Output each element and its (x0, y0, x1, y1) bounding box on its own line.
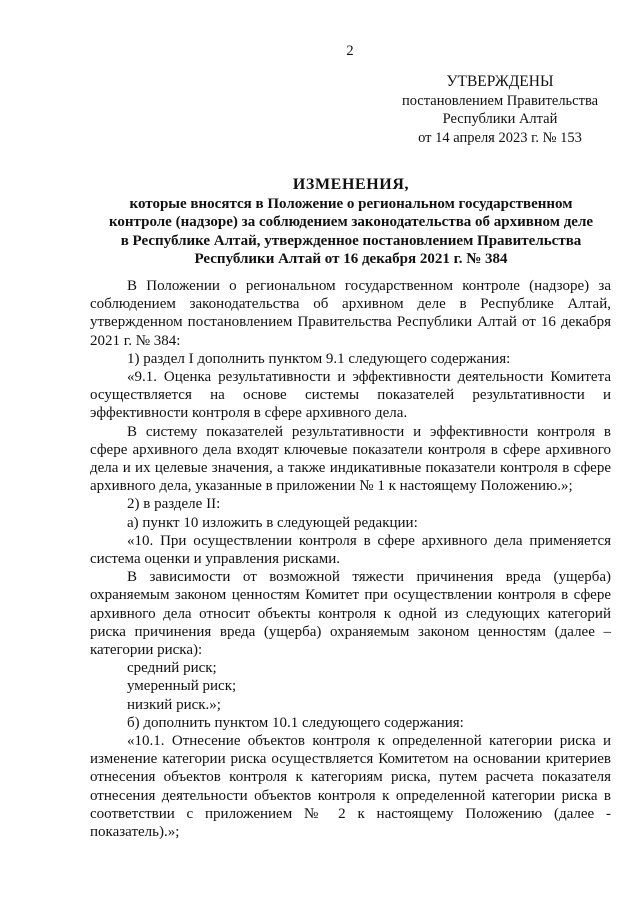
title-line: которые вносятся в Положение о региональном государственном (129, 195, 573, 212)
body-paragraph: средний риск; (127, 660, 217, 677)
title-line: в Республике Алтай, утвержденное постановлением Правительства (120, 232, 582, 249)
document-body (90, 277, 611, 841)
approval-line: постановлением Правительства (401, 92, 599, 109)
document-title (95, 176, 607, 269)
approval-heading: УТВЕРЖДЕНЫ (446, 73, 554, 90)
body-paragraph: а) пункт 10 изложить в следующей редакции: (127, 514, 418, 531)
approval-stamp (380, 73, 620, 147)
title-line: контроле (надзоре) за соблюдением законодательства об архивном деле (108, 214, 594, 230)
body-paragraph: б) дополнить пунктом 10.1 следующего содержания: (127, 714, 464, 731)
body-paragraph: В Положении о региональном государственном контроле (надзоре) за соблюдением законодательства об архивном деле в Республике Алтай, утвержденном постановлением Правительства Республики Алтай от 16 декабря 2021 г. № 384: (90, 278, 611, 349)
page-number: 2 (346, 43, 354, 59)
title-line: Республики Алтай от 16 декабря 2021 г. № 384 (194, 251, 508, 267)
approval-date: от 14 апреля 2023 г. № 153 (418, 129, 582, 146)
body-paragraph: «9.1. Оценка результативности и эффективности деятельности Комитета осуществляется на основе системы показателей результативности и эффективности контроля в сфере архивного дела. (90, 369, 611, 422)
body-paragraph: умеренный риск; (127, 678, 237, 695)
body-paragraph: низкий риск.»; (127, 696, 221, 713)
approval-line: Республики Алтай (442, 111, 558, 127)
body-paragraph: 2) в разделе II: (127, 496, 221, 513)
body-paragraph: В систему показателей результативности и эффективности контроля в сфере архивного дела входят ключевые показатели контроля в сфере архивного дела и их целевые значения, а также индикативные показатели контроля в сфере архивного дела, указанные в приложении № 1 к настоящему Положению.»; (90, 423, 611, 495)
title-heading: ИЗМЕНЕНИЯ, (292, 176, 410, 193)
body-paragraph: «10. При осуществлении контроля в сфере архивного дела применяется система оценки и управления рисками. (90, 532, 611, 568)
body-paragraph: «10.1. Отнесение объектов контроля к определенной категории риска и изменение категории риска осуществляется Комитетом на основании критериев отнесения объектов контроля к категориям риска, путем расчета показателя отнесения деятельности объектов контроля к определенной категории риска в соответствии с приложением № 2 к настоящему Положению (далее - показатель).»; (90, 733, 611, 841)
body-paragraph: 1) раздел I дополнить пунктом 9.1 следующего содержания: (127, 350, 511, 367)
body-paragraph: В зависимости от возможной тяжести причинения вреда (ущерба) охраняемым законом ценностям Комитет при осуществлении контроля в сфере архивного дела относит объекты контроля к одной из следующих категорий риска причинения вреда (ущерба) охраняемым законом ценностям (далее – категории риска): (90, 569, 611, 659)
